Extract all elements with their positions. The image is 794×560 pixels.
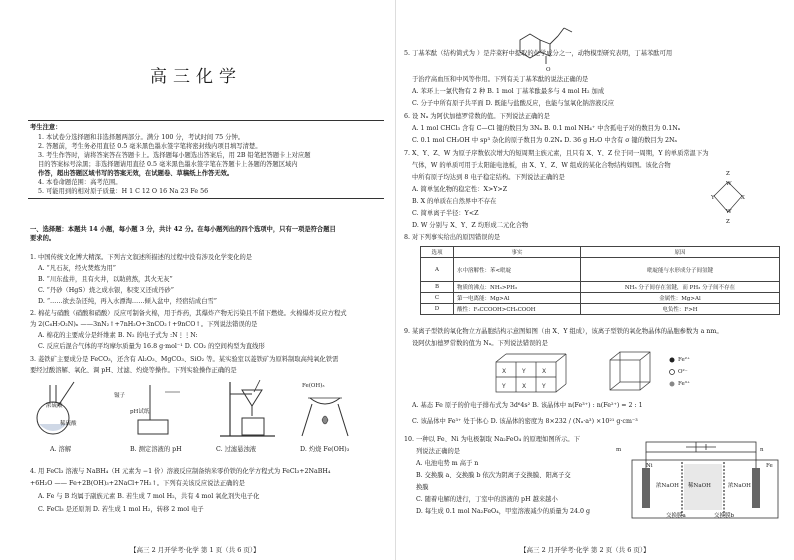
table-row (421, 304, 780, 315)
legend-label: Fe²⁺ (678, 357, 690, 363)
electrode-label: m (616, 447, 622, 453)
filtration-figure (220, 380, 275, 436)
table-header: 选项 (421, 247, 454, 258)
option: C. FeCl₃ 是还原剂 D. 若生成 1 mol H₂，转移 2 mol 电子 (38, 506, 204, 513)
table-cell: 吡啶能与水形成分子间氢键 (581, 258, 780, 282)
option: A. 基态 Fe 原子的价电子排布式为 3d⁶4s² B. 该晶体中 n(Fe³⁺) : n(Fe²⁺) = 2 : 1 (412, 402, 643, 409)
option: C. 过滤悬浊液 (216, 446, 257, 453)
option: C. 简单离子半径：Y<Z (412, 210, 479, 217)
option: B. 测定溶液的 pH (130, 446, 182, 453)
table-cell: 水中溶解性：苯<吡啶 (454, 258, 581, 282)
option: D. 灼烧 Fe(OH)₃ (300, 446, 350, 453)
q8-table (420, 246, 780, 315)
page-footer: 【高三 2 月开学考·化学 第 2 页（共 6 页）】 (520, 546, 650, 554)
question-line: 中所有原子均达到 8 电子稳定结构。下列说法正确的是 (412, 174, 565, 181)
legend-label: Fe³⁺ (678, 381, 690, 387)
table-row (421, 293, 780, 304)
table-row (421, 282, 780, 293)
table-cell: NH₃ 分子间存在氢键，而 PH₃ 分子间不存在 (581, 282, 780, 293)
solution-label: 稀NaOH (688, 483, 711, 489)
butylphthalide-structure (508, 26, 574, 74)
page-title: 高三化学 (150, 67, 242, 87)
solution-label: 浓NaOH (728, 483, 751, 489)
notice-line: 4. 本卷命题范围：高考范围。 (38, 179, 122, 186)
question-line: 气体，W 的单质可用于太阳能电池板，由 X、Y、Z、W 组成的某化合物结构如图。该化合物 (412, 162, 671, 169)
atom-label: W (726, 209, 732, 215)
question-stem: 8. 对下列事实给出的原因错误的是 (404, 234, 501, 241)
page-gutter (395, 0, 396, 560)
table-cell: A (421, 258, 454, 282)
question-line: 于治疗高血压和中风等作用。下列有关丁基苯酞的说法正确的是 (412, 76, 589, 83)
divider (28, 120, 384, 121)
notice-line: 5. 可能用到的相对原子质量：H 1 C 12 O 16 Na 23 Fe 56 (38, 188, 209, 195)
svg-text:Y: Y (542, 383, 546, 390)
question-line: 列说法正确的是 (416, 448, 461, 455)
electrode-label: n (760, 447, 764, 453)
notice-line: 3. 考生作答时，请将答案答在答题卡上。选择题每小题选出答案后，用 2B 铅笔把答题卡上对应题 (38, 152, 311, 159)
atom-label: Z (726, 219, 730, 225)
question-line: 6. 设 Nₐ 为阿伏加德罗常数的值。下列说法正确的是 (404, 113, 550, 120)
option: C. 随着电解的进行，丁室中的溶液的 pH 越来越小 (416, 496, 558, 503)
table-cell: C (421, 293, 454, 304)
table-cell: 金属性：Mg>Al (581, 293, 780, 304)
svg-text:Y: Y (522, 368, 526, 375)
table-cell: 酸性：F₃CCOOH>CH₃COOH (454, 304, 581, 315)
figure-label: Fe(OH)₃ (302, 383, 325, 389)
notice-line: 作答，超出答题区域书写的答案无效，在试题卷、草稿纸上作答无效。 (38, 170, 234, 177)
right-page (402, 0, 792, 560)
membrane-label: 交换膜a (666, 513, 686, 519)
question-line: 3. 菱铁矿主要成分是 FeCO₃，还含有 Al₂O₃、MgCO₃、SiO₂ 等。某实验室以菱铁矿为原料制取高纯氧化铁需 (30, 356, 339, 363)
atom-label: Z (726, 171, 730, 177)
question-line: 5. 丁基苯酞（结构简式为 ）是芹菜籽中提取的化学成分之一，动物模型研究表明，丁基苯酞可用 (404, 50, 673, 57)
question-line: 2. 棉花与硝酸（硝酸和硝酸）反应可制备火棉，用于炸药，其爆炸产物无污染且不留下燃烧。火棉爆炸反应方程式 (30, 310, 347, 317)
svg-text:X: X (542, 368, 547, 375)
svg-text:X: X (502, 368, 507, 375)
solution-label: 浓NaOH (656, 483, 679, 489)
question-line: 9. 某离子型铁的氧化物立方晶胞结构示意图如图（由 X、Y 组成），该离子型铁的氧化物晶体的晶胞参数为 a nm。 (404, 328, 723, 335)
option: B. X 的单质在自然界中不存在 (412, 198, 497, 205)
option: 换膜 (416, 484, 429, 491)
question-line: 要经过酸溶解、氧化、调 pH、过滤、灼烧等操作。下列实验操作正确的是 (30, 367, 237, 374)
option: C. 反应后混合气体的平均摩尔质量为 16.8 g·mol⁻¹ D. CO₂ 的空间构型为直线形 (38, 343, 265, 350)
table-header-row (421, 247, 780, 258)
option: D. “……欲去杂还纯，再入水漂淘……倾入盆中，经宿结成白雪” (38, 298, 217, 305)
electrode-label: Ni (646, 463, 653, 469)
option: C. 0.1 mol CH₃OH 中 sp³ 杂化的原子数目为 0.2Nₐ D. 36 g H₂O 中含有 σ 键的数目为 2Nₐ (412, 137, 677, 144)
atom-label: Y (711, 195, 715, 201)
question-line: 10. 一种以 Fe、Ni 为电极制取 Na₂FeO₄ 的原理如图所示。下 (404, 436, 580, 443)
table-cell: B (421, 282, 454, 293)
option: D. 每生成 0.1 mol Na₂FeO₄，甲室溶液减少的质量为 24.0 g (416, 508, 591, 515)
question-line: 4. 用 FeCl₃ 溶液与 NaBH₄（H 元素为 −1 价）溶液反应制备纳米零价铁的化学方程式为 FeCl₃+2NaBH₄ (30, 468, 331, 475)
table-cell: 电负性：F>H (581, 304, 780, 315)
membrane-label: 交换膜b (714, 513, 735, 519)
option: A. 电池电势 m 高于 n (416, 460, 479, 467)
atom-label: W (726, 181, 732, 187)
option: C. 分子中所有原子共平面 D. 既能与盐酸反应，也能与氢氧化钠溶液反应 (412, 100, 615, 107)
option: B. 交换膜 a、交换膜 b 依次为阴离子交换膜、阳离子交 (416, 472, 571, 479)
svg-text:X: X (522, 383, 527, 390)
option: A. 1 mol CHCl₃ 含有 C—Cl 键的数目为 3Nₐ B. 0.1 mol NH₄⁺ 中含孤电子对的数目为 0.1Nₐ (412, 125, 681, 132)
crucible-figure (302, 398, 348, 436)
option: A. 简单氢化物的稳定性：X>Y>Z (412, 186, 508, 193)
option: A. “凡石灰，经火焚炼为用” (38, 265, 116, 272)
question-line: 7. X、Y、Z、W 为原子序数依次增大的短周期主族元素，且只有 X、Y、Z 位于同一周期，Y 的单质常温下为 (404, 150, 709, 157)
figure-label: 浓硫酸 (46, 403, 63, 409)
divider (28, 198, 384, 199)
option: A. 棉花的主要成分是纤维素 B. N₂ 的电子式为 :N⋮⋮N: (38, 332, 198, 339)
notice-line: 1. 本试卷分选择题和非选择题两部分。满分 100 分，考试时间 75 分钟。 (38, 134, 245, 141)
option: D. W 分别与 X、Y、Z 均形成二元化合物 (412, 222, 529, 229)
notice-line: 目的答案标号涂黑；非选择题请用直径 0.5 毫米黑色墨水签字笔在答题卡上各题的答题区域内 (38, 161, 298, 168)
question-line: 设阿伏加德罗常数的值为 Nₐ。下列说法错误的是 (412, 340, 548, 347)
question-line: 为 2(C₆H₇O₂N)ₙ ——3nN₂↑+7nH₂O+3nCO₂↑+9nCO↑。下列说法错误的是 (30, 321, 258, 328)
svg-text:Y: Y (502, 383, 506, 390)
option: C. “丹砂（HgS）烧之成水银，积变又还成丹砂” (38, 287, 174, 294)
legend-label: O²⁻ (678, 369, 688, 375)
table-header: 事实 (454, 247, 581, 258)
section-heading: 要求的。 (30, 235, 56, 242)
option: C. 该晶体中 Fe³⁺ 处于体心 D. 该晶体的密度为 8×232 / (Nₐ·a³) ×10²¹ g·cm⁻³ (412, 418, 638, 425)
option: A. Fe 与 B 均属于副族元素 B. 若生成 7 mol H₂，共有 4 mol 氧化剂失电子化 (38, 493, 260, 500)
table-row (421, 258, 780, 282)
notice-heading: 考生注意： (30, 124, 62, 131)
table-header: 原因 (581, 247, 780, 258)
atom-label: X (741, 195, 745, 201)
section-heading: 一、选择题：本题共 14 小题，每小题 3 分，共计 42 分。在每小题列出的四个选项中，只有一项是符合题目 (30, 226, 336, 233)
table-cell: D (421, 304, 454, 315)
page-footer: 【高三 2 月开学考·化学 第 1 页（共 6 页）】 (130, 546, 260, 554)
apparatus-figures (30, 380, 380, 440)
left-page (0, 0, 390, 560)
structure-label: O (546, 67, 551, 73)
option: A. 溶解 (50, 446, 72, 453)
figure-label: 稀硫酸 (60, 421, 77, 427)
option: A. 苯环上一氯代物有 2 种 B. 1 mol 丁基苯酞最多与 4 mol H₂ 加成 (412, 88, 605, 95)
figure-label: pH试纸 (130, 409, 150, 415)
table-cell: 第一电离能：Mg>Al (454, 293, 581, 304)
table-cell: 物质的沸点：NH₃>PH₃ (454, 282, 581, 293)
electrode-label: Fe (766, 463, 773, 469)
option: B. “川东盐井，且有火井，以助煎熬，其火无灰” (38, 276, 173, 283)
question-line: +6H₂O —— Fe+2B(OH)₃+2NaCl+7H₂↑。下列有关该反应说法正确的是 (30, 480, 245, 487)
figure-label: 镊子 (114, 393, 126, 399)
notice-line: 2. 答题前，考生务必用直径 0.5 毫米黑色墨水签字笔将密封线内项目填写清楚。 (38, 143, 262, 150)
question-stem: 1. 中国传统文化博大精深。下列古文叙述所描述的过程中没有涉及化学变化的是 (30, 254, 253, 261)
